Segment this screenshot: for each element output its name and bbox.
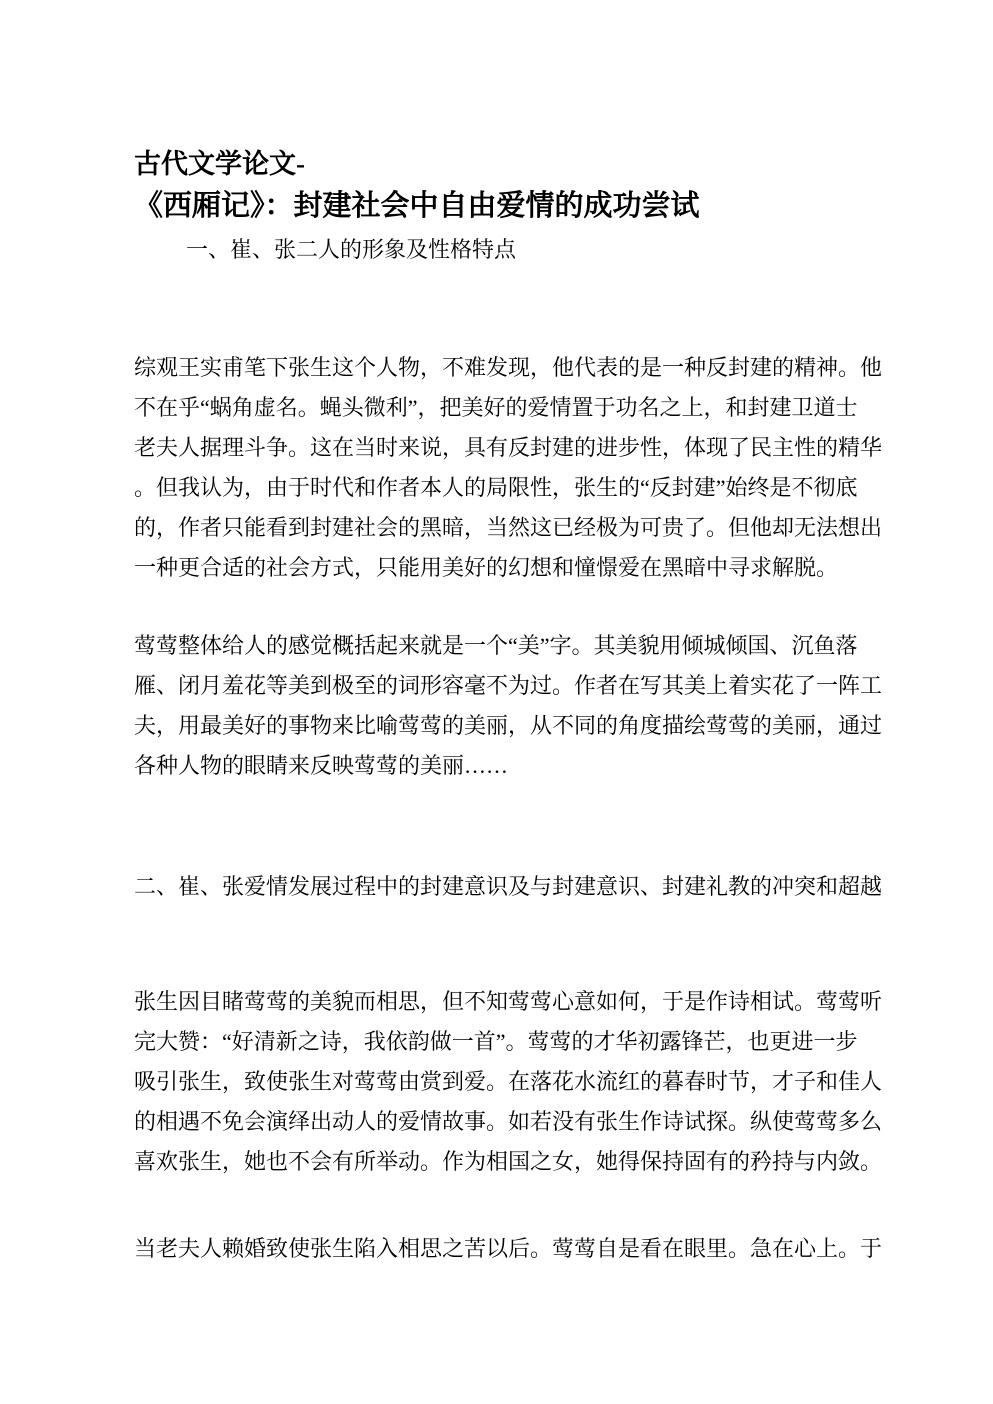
document-title-line-1: 古代文学论文- [134, 149, 305, 179]
text-line: 的，作者只能看到封建社会的黑暗，当然这已经极为可贵了。但他却无法想出 [134, 515, 883, 540]
text-line: 综观王实甫笔下张生这个人物，不难发现，他代表的是一种反封建的精神。他 [134, 355, 883, 380]
document-content [134, 0, 924, 1269]
section-1-paragraph-2 [134, 626, 924, 786]
text-line: 老夫人据理斗争。这在当时来说，具有反封建的进步性，体现了民主性的精华 [134, 435, 883, 460]
text-line: 喜欢张生，她也不会有所举动。作为相国之女，她得保持固有的矜持与内敛。 [134, 1149, 883, 1174]
text-line: 。但我认为，由于时代和作者本人的局限性，张生的“反封建”始终是不彻底 [134, 475, 858, 500]
section-2-heading: 二、崔、张爱情发展过程中的封建意识及与封建意识、封建礼教的冲突和超越 [134, 874, 883, 899]
text-line: 夫，用最美好的事物来比喻莺莺的美丽，从不同的角度描绘莺莺的美丽，通过 [134, 713, 883, 738]
section-1-heading: 一、崔、张二人的形象及性格特点 [186, 237, 517, 262]
text-line: 不在乎“蜗角虚名。蝇头微利”，把美好的爱情置于功名之上，和封建卫道士 [134, 395, 858, 420]
text-line: 吸引张生，致使张生对莺莺由赏到爱。在落花水流红的暮春时节，才子和佳人 [134, 1069, 883, 1094]
text-line: 的相遇不免会演绎出动人的爱情故事。如若没有张生作诗试探。纵使莺莺多么 [134, 1109, 883, 1134]
text-line: 张生因目睹莺莺的美貌而相思，但不知莺莺心意如何，于是作诗相试。莺莺听 [134, 989, 883, 1014]
text-line: 各种人物的眼睛来反映莺莺的美丽…… [134, 753, 509, 778]
text-line: 雁、闭月羞花等美到极至的词形容毫不为过。作者在写其美上着实花了一阵工 [134, 673, 883, 698]
text-line: 一种更合适的社会方式，只能用美好的幻想和憧憬爱在黑暗中寻求解脱。 [134, 555, 839, 580]
document-title-line-2: 《西厢记》：封建社会中自由爱情的成功尝试 [134, 190, 700, 222]
text-line: 当老夫人赖婚致使张生陷入相思之苦以后。莺莺自是看在眼里。急在心上。于 [134, 1236, 883, 1261]
section-2-paragraph-1 [134, 982, 924, 1182]
section-2-paragraph-2 [134, 1229, 924, 1269]
section-1-paragraph-1 [134, 348, 924, 588]
text-line: 莺莺整体给人的感觉概括起来就是一个“美”字。其美貌用倾城倾国、沉鱼落 [134, 633, 858, 658]
text-line: 完大赞：“好清新之诗，我依韵做一首”。莺莺的才华初露锋芒，也更进一步 [134, 1029, 858, 1054]
